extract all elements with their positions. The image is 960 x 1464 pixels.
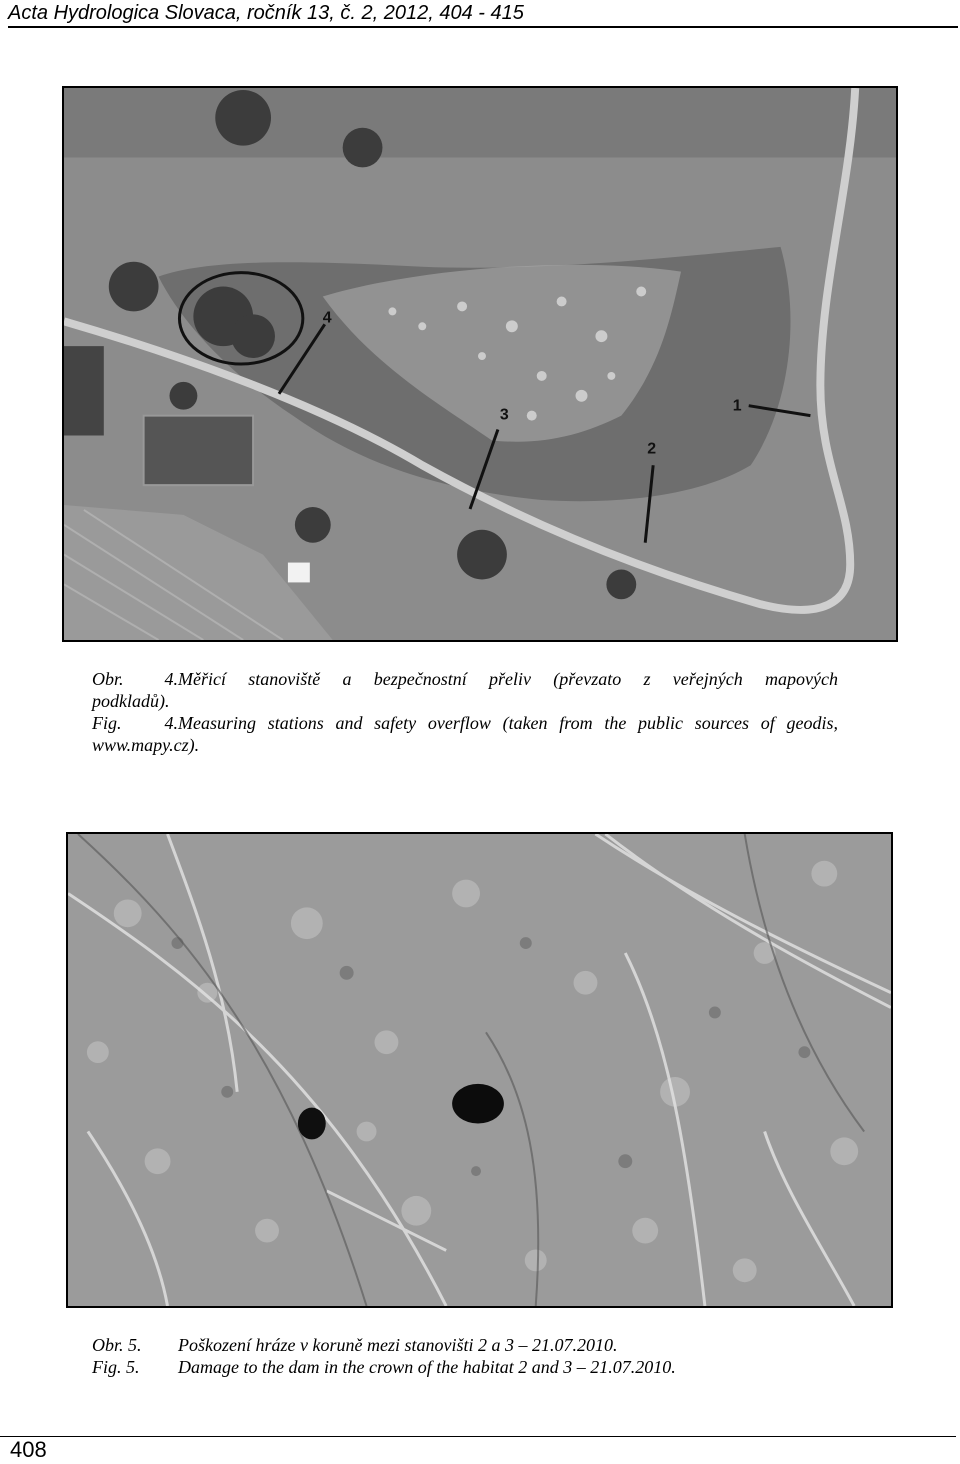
caption5-en-line [92, 1356, 852, 1378]
caption5-cz-text: Poškození hráze v koruně mezi stanovišti 2 a 3 – 21.07.2010. [178, 1335, 618, 1355]
caption4-cz-text-line1: Měřicí stanoviště a bezpečnostní přeliv (převzato z veřejných mapových [178, 669, 838, 689]
station-label-1: 1 [732, 397, 742, 415]
figure-4-caption [92, 668, 838, 756]
figure-4-aerial-photo [62, 86, 898, 642]
caption4-en-label: Fig. 4. [92, 713, 178, 733]
aerial-photo-graphic [64, 88, 896, 640]
page-number: 408 [10, 1437, 47, 1462]
figure-5-caption [92, 1334, 852, 1378]
burrow-hole-small [298, 1108, 326, 1140]
figure-5-ground-photo [66, 832, 893, 1308]
station-label-4: 4 [322, 309, 332, 327]
caption5-en-text: Damage to the dam in the crown of the habitat 2 and 3 – 21.07.2010. [178, 1357, 676, 1377]
running-head: Acta Hydrologica Slovaca, ročník 13, č. 2, 2012, 404 - 415 [8, 0, 958, 28]
station-label-3: 3 [499, 406, 509, 424]
caption5-cz-line [92, 1334, 852, 1356]
caption4-cz-line1 [92, 668, 838, 690]
caption4-cz-text-line2: podkladů). [92, 691, 170, 711]
burrow-hole-large [452, 1084, 504, 1124]
caption4-cz-label: Obr. 4. [92, 669, 178, 689]
caption4-en-line1 [92, 712, 838, 734]
caption5-en-label: Fig. 5. [92, 1357, 140, 1377]
caption4-en-text-line1: Measuring stations and safety overflow (taken from the public sources of geodis, [178, 713, 838, 733]
footer-rule [0, 1436, 956, 1437]
ground-photo-graphic [68, 834, 891, 1306]
caption4-en-text-line2: www.mapy.cz). [92, 735, 200, 755]
station-label-2: 2 [647, 440, 657, 458]
caption5-cz-label: Obr. 5. [92, 1335, 142, 1355]
